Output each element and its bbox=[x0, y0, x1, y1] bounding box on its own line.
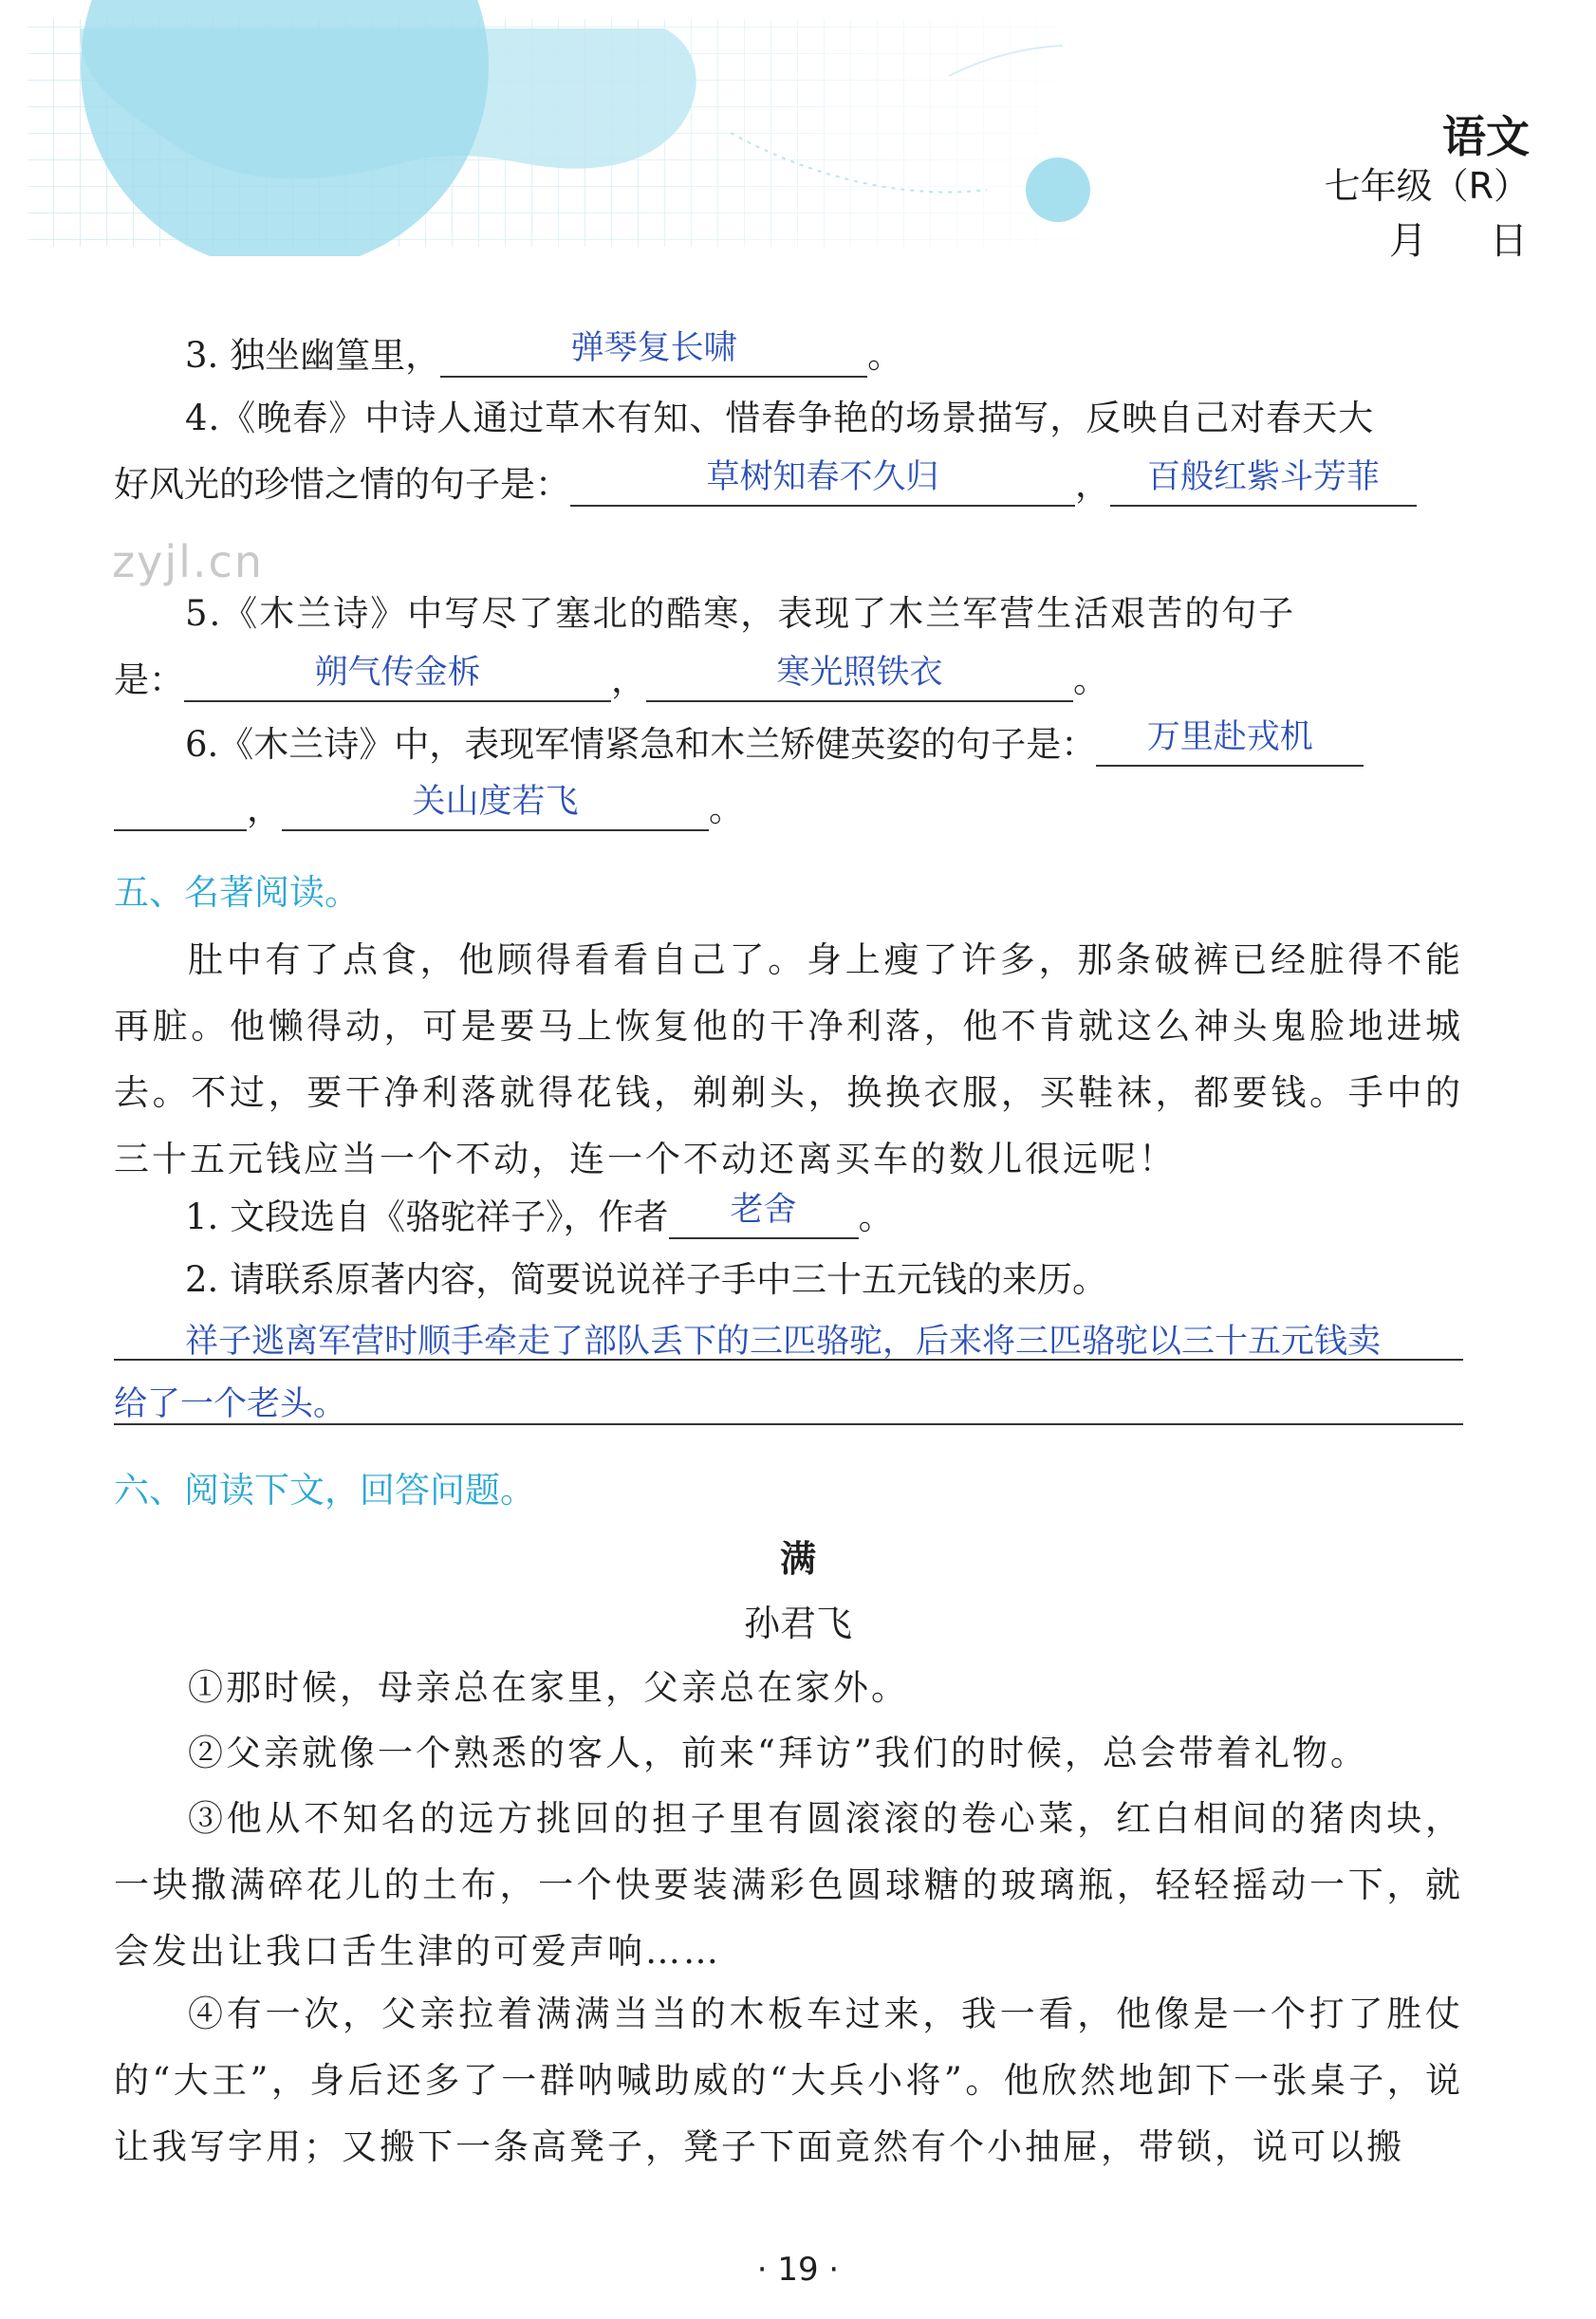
article-paragraph-4: ④有一次，父亲拉着满满当当的木板车过来，我一看，他像是一个打了胜仗的“大王”，身后还多了一群呐喊助威的“大兵小将”。他欣然地卸下一张桌子，说让我写字用；又搬下一条高凳子，凳子下面竟然有个小抽屉，带锁，说可以搬 bbox=[114, 1994, 1463, 2167]
section-5-q1-answer: 老舍 bbox=[730, 1191, 797, 1229]
punct: 。 bbox=[867, 335, 903, 376]
punct: 。 bbox=[858, 1197, 894, 1237]
punct: ， bbox=[247, 788, 282, 829]
grade-label: 七年级（R） bbox=[1324, 165, 1530, 207]
date-field bbox=[1389, 211, 1530, 265]
section-5-q2-answer-line1: 祥子逃离军营时顺手牵走了部队丢下的三匹骆驼，后来将三匹骆驼以三十五元钱卖 bbox=[185, 1323, 1382, 1361]
question-4-line2 bbox=[114, 458, 1417, 507]
section-5-question-2: 2. 请联系原著内容，简要说说祥子手中三十五元钱的来历。 bbox=[185, 1259, 1108, 1300]
section-5-q1-prompt: 1. 文段选自《骆驼祥子》，作者 bbox=[185, 1197, 669, 1237]
question-6-line1 bbox=[185, 718, 1364, 767]
punct: 。 bbox=[1073, 659, 1108, 700]
question-6-line2 bbox=[114, 783, 744, 831]
question-5-answer-2: 寒光照铁衣 bbox=[776, 654, 943, 692]
question-5-line2 bbox=[114, 654, 1108, 702]
page-number: · 19 · bbox=[756, 2251, 840, 2289]
question-3-answer: 弹琴复长啸 bbox=[570, 329, 737, 367]
question-4-prompt: 好风光的珍惜之情的句子是： bbox=[114, 464, 570, 505]
question-4-blank-2 bbox=[1110, 458, 1417, 507]
subject-title: 语文 bbox=[1442, 111, 1530, 162]
question-5-blank-2 bbox=[646, 654, 1073, 702]
punct: 。 bbox=[709, 788, 744, 829]
question-4-answer-1: 草树知春不久归 bbox=[706, 458, 939, 496]
answer-underline-2 bbox=[114, 1423, 1463, 1425]
section-5-question-1 bbox=[185, 1191, 894, 1239]
article-paragraph-2: ②父亲就像一个熟悉的客人，前来“拜访”我们的时候，总会带着礼物。 bbox=[188, 1733, 1368, 1773]
question-3 bbox=[185, 329, 903, 378]
article-paragraph-3: ③他从不知名的远方挑回的担子里有圆滚滚的卷心菜，红白相间的猪肉块，一块撒满碎花儿的土布，一个快要装满彩色圆球糖的玻璃瓶，轻轻摇动一下，就会发出让我口舌生津的可爱声响…… bbox=[114, 1798, 1463, 1972]
article-author: 孙君飞 bbox=[743, 1603, 852, 1644]
watermark: zyjl.cn bbox=[112, 536, 264, 587]
question-3-blank bbox=[440, 329, 867, 378]
article-title: 满 bbox=[779, 1538, 816, 1580]
section-5-passage: 肚中有了点食，他顾得看看自己了。身上瘦了许多，那条破裤已经脏得不能再脏。他懒得动，可是要马上恢复他的干净利落，他不肯就这么神头鬼脸地进城去。不过，要干净利落就得花钱，剃剃头，换换衣服，买鞋袜，都要钱。手中的三十五元钱应当一个不动，连一个不动还离买车的数儿很远呢！ bbox=[114, 939, 1463, 1179]
question-4-line1: 4.《晚春》中诗人通过草木有知、惜春争艳的场景描写，反映自己对春天大 bbox=[185, 398, 1375, 438]
question-3-text: 3. 独坐幽篁里， bbox=[185, 335, 441, 376]
month-label: 月 bbox=[1389, 219, 1429, 263]
question-5-prompt: 是： bbox=[114, 659, 184, 700]
question-4-blank-1 bbox=[570, 458, 1075, 507]
punct: ， bbox=[611, 659, 646, 700]
article-paragraph-1: ①那时候，母亲总在家里，父亲总在家外。 bbox=[188, 1667, 909, 1708]
section-5-q1-blank bbox=[669, 1191, 859, 1239]
question-5-blank-1 bbox=[184, 654, 611, 702]
section-6-title: 六、阅读下文，回答问题。 bbox=[114, 1470, 535, 1511]
question-6-blank-1 bbox=[1096, 718, 1364, 767]
question-5-line1: 5.《木兰诗》中写尽了塞北的酷寒，表现了木兰军营生活艰苦的句子 bbox=[185, 593, 1296, 634]
header-decoration bbox=[0, 0, 1596, 256]
day-label: 日 bbox=[1490, 219, 1530, 263]
question-6-blank-1-cont bbox=[114, 786, 247, 831]
question-4-answer-2: 百般红紫斗芳菲 bbox=[1146, 458, 1380, 496]
answer-underline-1 bbox=[114, 1359, 1463, 1361]
section-5-title: 五、名著阅读。 bbox=[114, 872, 360, 913]
question-5-answer-1: 朔气传金柝 bbox=[314, 654, 481, 692]
section-5-q2-answer-line2: 给了一个老头。 bbox=[114, 1385, 347, 1423]
question-6-answer-2: 关山度若飞 bbox=[412, 783, 579, 821]
question-6-blank-2 bbox=[282, 783, 709, 831]
question-6-prompt: 6.《木兰诗》中，表现军情紧急和木兰矫健英姿的句子是： bbox=[185, 724, 1097, 765]
question-6-answer-1: 万里赴戎机 bbox=[1146, 718, 1313, 756]
punct: ， bbox=[1075, 464, 1110, 505]
